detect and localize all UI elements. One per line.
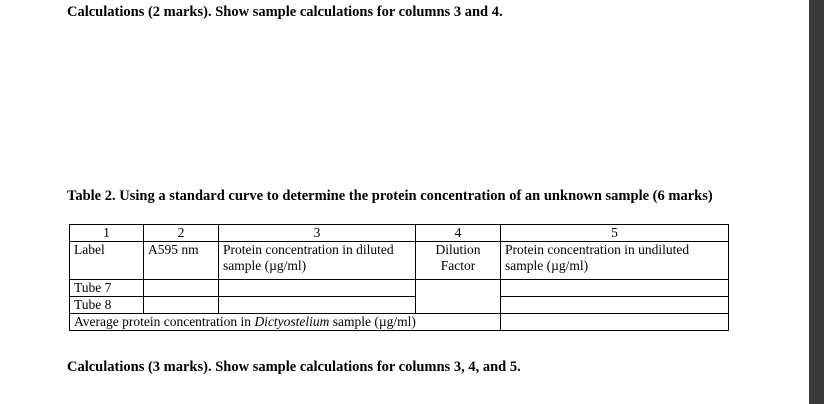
average-label-prefix: Average protein concentration in (74, 314, 255, 329)
window-edge (809, 0, 824, 404)
row-label-tube-7: Tube 7 (70, 280, 144, 297)
cell-diluted-tube-8 (219, 297, 416, 314)
header-diluted-concentration: Protein concentration in diluted sample (µg/ml) (219, 242, 416, 280)
calculations-heading-1: Calculations (2 marks). Show sample calculations for columns 3 and 4. (67, 4, 503, 20)
cell-diluted-tube-7 (219, 280, 416, 297)
col-number-3: 3 (219, 225, 416, 242)
header-undiluted-concentration: Protein concentration in undiluted sample (µg/ml) (501, 242, 729, 280)
average-label-organism: Dictyostelium (254, 314, 330, 329)
header-a595: A595 nm (144, 242, 219, 280)
calculations-heading-2: Calculations (3 marks). Show sample calculations for columns 3, 4, and 5. (67, 359, 521, 375)
table-row (70, 280, 729, 297)
header-label: Label (70, 242, 144, 280)
cell-undiluted-tube-8 (501, 297, 729, 314)
header-row (70, 242, 729, 280)
cell-average-value (501, 314, 729, 331)
cell-undiluted-tube-7 (501, 280, 729, 297)
col-number-2: 2 (144, 225, 219, 242)
column-number-row (70, 225, 729, 242)
average-label (70, 314, 501, 331)
protein-table (69, 224, 729, 331)
col-number-4: 4 (416, 225, 501, 242)
header-dilution-factor: Dilution Factor (416, 242, 501, 280)
cell-a595-tube-7 (144, 280, 219, 297)
cell-a595-tube-8 (144, 297, 219, 314)
row-label-tube-8: Tube 8 (70, 297, 144, 314)
cell-dilution-factor-merged (416, 280, 501, 314)
average-row (70, 314, 729, 331)
col-number-1: 1 (70, 225, 144, 242)
table-caption: Table 2. Using a standard curve to determine the protein concentration of an unknown sample (6 marks) (67, 188, 713, 204)
table-row (70, 297, 729, 314)
average-label-suffix: sample (µg/ml) (329, 314, 416, 329)
col-number-5: 5 (501, 225, 729, 242)
